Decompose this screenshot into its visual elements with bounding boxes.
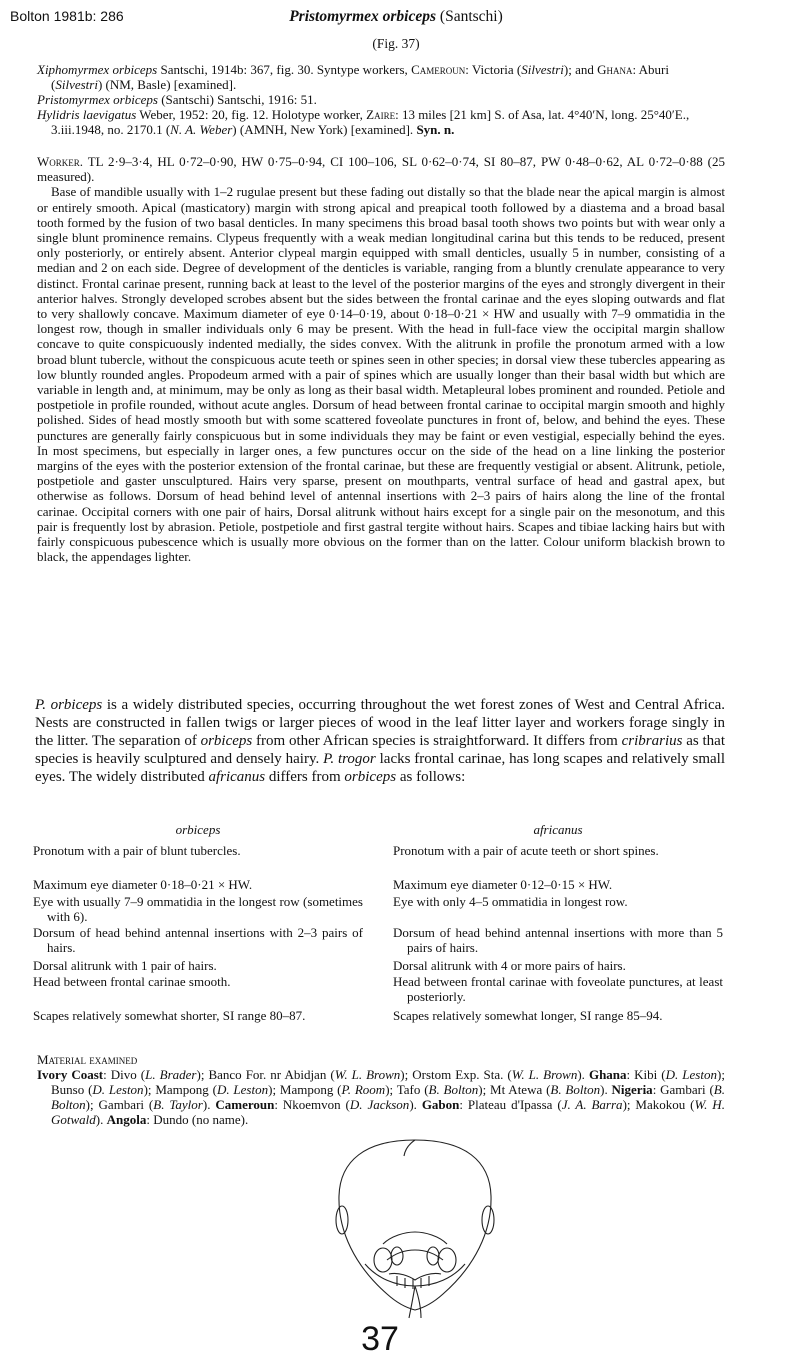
page-reference: Bolton 1981b: 286: [10, 8, 124, 24]
collector: B. Taylor: [153, 1097, 203, 1112]
locality: Gambari (: [660, 1082, 714, 1097]
material-heading: Material examined: [37, 1052, 138, 1067]
country-name: Angola: [106, 1112, 147, 1127]
species-heading: [0, 8, 792, 26]
discussion-paragraph: [35, 696, 725, 786]
figure-number: 37: [361, 1320, 399, 1358]
worker-measurements: [37, 154, 725, 184]
material-examined: [37, 1052, 725, 1127]
discussion-span: from other African species is straightforward. It differs from: [252, 733, 622, 749]
worker-description-text: Base of mandible usually with 1–2 rugulae present but these fading out distally so that the blade near the apical margin is almost or entirely smooth. Apical (masticatory) margin with strong apical and preapical tooth followed by a diastema and a broad basal tooth formed by the fusion of two basal denticles. In many specimens this broad basal tooth shows two points but with wear only a single blunt prominence remains. Clypeus frequently with a weak median longitudinal carina but this tends to be reduced, present only posteriorly, or entirely absent. Anterior clypeal margin equipped with small denticles, usually 5 in number, consisting of a median and 2 on each side. Degree of development of the denticles is variable, ranging from a bluntly crenulate appearance to very distinct. Frontal carinae present, running back at least to the level of the posterior margins of the eyes and strongly divergent in their anterior halves. Strongly developed scrobes absent but the sides between the frontal carinae and the eyes sloping outwards and flat to very shallowly concave. Maximum diameter of eye 0·14–0·19, about 0·18–0·21 × HW and usually with 7–9 ommatidia in the longest row, though in smaller individuals only 6 may be present. With the head in full-face view the occipital margin shallow concave to quite conspicuously indented medially, the sides convex. With the alitrunk in profile the pronotum armed with a low broad blunt tubercle, without the conspicuous acute teeth or spines seen in other species; in dorsal view these tubercles appearing as low bluntly rounded angles. Propodeum armed with a pair of spines which are usually longer than their basal width but which are variable in length and, at minimum, may be only as long as their basal width. Metapleural lobes prominent and rounded. Petiole and postpetiole in profile rounded, without acute angles. Dorsum of head between frontal carinae to occipital margin smooth and highly polished. Sides of head mostly smooth but with some scattered foveolate punctures in front of, below, and behind the eyes. These punctures are generally fairly conspicuous but in some individuals they may be faint or even vestigial, especially behind the eyes. In most specimens, but especially in larger ones, a few punctures occur on the side of the head on a line linking the posterior margins of the eyes with the posterior extension of the frontal carinae, but these are frequently vestigial or absent. Alitrunk, petiole, postpetiole and gaster unsculptured. Hairs very sparse, present on mouthparts, ventral surface of head and gastral apex, but otherwise as follows. Dorsum of head behind level of antennal insertions with 2–3 pairs of hairs along the line of the frontal carinae. Occipital corners with one pair of hairs, Dorsal alitrunk without hairs except for a single pair on the mesonotum, and this pair is frequently lost by abrasion. Petiole, postpetiole and first gastral tergite without hairs. Scapes and tibiae lacking hairs but with fairly conspicuous pubescence which is usually more obvious on the former than on the latter. Colour uniform blackish brown to black, the appendages lighter.: [37, 184, 725, 565]
comparison-column-orbiceps: [33, 822, 363, 1023]
collector: no name: [196, 1112, 241, 1127]
locality: Makokou (: [635, 1097, 695, 1112]
locality: Banco For. nr Abidjan (: [208, 1067, 335, 1082]
comparison-item: Head between frontal carinae with foveolate punctures, at least posteriorly.: [393, 974, 723, 1004]
locality: Mampong (: [279, 1082, 342, 1097]
synonymy-entry: [37, 62, 723, 92]
synonymy-entry: [37, 107, 723, 137]
synonymy-list: [37, 62, 723, 137]
comparison-item: Eye with usually 7–9 ommatidia in the longest row (sometimes with 6).: [33, 894, 363, 924]
species-author: (Santschi): [439, 8, 503, 25]
measurements-text: TL 2·9–3·4, HL 0·72–0·90, HW 0·75–0·94, CI 100–106, SL 0·62–0·74, SI 80–87, PW 0·48–0·62, AL 0·72–0·88 (25 measured).: [37, 154, 725, 185]
discussion-span: as that species is heavily sculptured and densely hairy.: [35, 733, 725, 767]
synonymy-text: ) (NM, Basle) [examined].: [97, 77, 237, 92]
collector: Silvestri: [55, 77, 98, 92]
collector: D. Leston: [665, 1067, 717, 1082]
synonymy-text: ) (AMNH, New York) [examined].: [232, 122, 417, 137]
taxon-name: orbiceps: [200, 733, 253, 749]
collector: B. Bolton: [428, 1082, 479, 1097]
comparison-heading: orbiceps: [175, 822, 221, 837]
collector: D. Leston: [92, 1082, 144, 1097]
head-illustration: [325, 1136, 505, 1331]
taxon-name: P. orbiceps: [35, 697, 103, 713]
discussion-span: as follows:: [396, 769, 466, 785]
collector: W. L. Brown: [511, 1067, 578, 1082]
collector: P. Room: [341, 1082, 386, 1097]
comparison-item: Dorsum of head behind antennal insertions with 2–3 pairs of hairs.: [33, 925, 363, 955]
collector: W. H. Gotwald: [51, 1097, 725, 1127]
comparison-heading: africanus: [533, 822, 583, 837]
country-name: Ghana: [588, 1067, 627, 1082]
comparison-item: Dorsal alitrunk with 1 pair of hairs.: [33, 958, 217, 973]
synonymy-text: : Victoria (: [465, 62, 522, 77]
locality: Dundo (: [153, 1112, 197, 1127]
country-name: Cameroun: [215, 1097, 275, 1112]
locality: Kibi (: [634, 1067, 666, 1082]
figure-reference: (Fig. 37): [372, 36, 420, 51]
comparison-item: Pronotum with a pair of acute teeth or short spines.: [393, 843, 659, 858]
comparison-item: Head between frontal carinae smooth.: [33, 974, 231, 989]
synonymy-text: : Aburi (: [51, 62, 669, 92]
synonymy-text: Weber, 1952: 20, fig. 12. Holotype worker,: [136, 107, 367, 122]
collector: N. A. Weber: [170, 122, 233, 137]
synonymy-text: (Santschi) Santschi, 1916: 51.: [157, 92, 317, 107]
taxon-name: Hylidris laevigatus: [37, 107, 137, 122]
comparison-item: Dorsum of head behind antennal insertions with more than 5 pairs of hairs.: [393, 925, 723, 955]
comparison-item: Scapes relatively somewhat shorter, SI range 80–87.: [33, 1008, 306, 1023]
locality: Zaire: [366, 107, 396, 122]
collector: J. A. Barra: [561, 1097, 623, 1112]
collector: B. Bolton: [550, 1082, 601, 1097]
locality: Mampong (: [155, 1082, 217, 1097]
collector: W. L. Brown: [334, 1067, 401, 1082]
collector: D. Leston: [216, 1082, 269, 1097]
worker-label: Worker.: [37, 154, 84, 169]
comparison-item: Eye with only 4–5 ommatidia in longest row.: [393, 894, 628, 909]
synonymy-text: Santschi, 1914b: 367, fig. 30. Syntype workers,: [157, 62, 412, 77]
collector: L. Brader: [145, 1067, 197, 1082]
locality: Nkoemvon (: [282, 1097, 350, 1112]
discussion-text: [35, 696, 725, 786]
taxon-name: cribrarius: [621, 733, 683, 749]
locality: Divo (: [110, 1067, 146, 1082]
comparison-item: Maximum eye diameter 0·12–0·15 × HW.: [393, 877, 613, 892]
worker-description: [37, 154, 725, 564]
locality: Ghana: [597, 62, 633, 77]
collector: Silvestri: [521, 62, 564, 77]
taxon-name: africanus: [208, 769, 266, 785]
comparison-item: Scapes relatively somewhat longer, SI range 85–94.: [393, 1008, 663, 1023]
locality: Orstom Exp. Sta. (: [412, 1067, 512, 1082]
comparison-item: Maximum eye diameter 0·18–0·21 × HW.: [33, 877, 253, 892]
locality: Plateau d'Ipassa (: [467, 1097, 562, 1112]
material-list: Ivory Coast: Divo (L. Brader); Banco For. nr Abidjan (W. L. Brown); Orstom Exp. Sta. (W. L. Brown). Ghana: Kibi (D. Leston); Bunso (D. Leston); Mampong (D. Leston); Mampong (P. Room); Tafo (B. Bolton); Mt Atewa (B. Bolton). Nigeria: Gambari (B. Bolton); Gambari (B. Taylor). Cameroun: Nkoemvon (D. Jackson). Gabon: Plateau d'Ipassa (J. A. Barra); Makokou (W. H. Gotwald). Angola: Dundo (no name).: [37, 1067, 725, 1127]
comparison-item: Pronotum with a pair of blunt tubercles.: [33, 843, 241, 858]
synonymy-entry: [37, 92, 723, 107]
synonymy-text: ); and: [563, 62, 598, 77]
taxonomic-status: Syn. n.: [416, 122, 455, 137]
country-name: Ivory Coast: [37, 1067, 104, 1082]
country-name: Nigeria: [611, 1082, 653, 1097]
discussion-span: differs from: [265, 769, 345, 785]
discussion-span: is a widely distributed species, occurring throughout the wet forest zones of West and Central Africa. Nests are constructed in fallen twigs or larger pieces of wood in the leaf litter layer and workers forage singly in the litter. The separation of: [35, 697, 726, 749]
comparison-item: Dorsal alitrunk with 4 or more pairs of hairs.: [393, 958, 626, 973]
species-name: Pristomyrmex orbiceps: [289, 8, 437, 25]
collector: D. Jackson: [349, 1097, 410, 1112]
discussion-span: lacks frontal carinae, has long scapes and relatively small eyes. The widely distributed: [35, 751, 726, 785]
locality: Cameroun: [411, 62, 466, 77]
taxon-name: Pristomyrmex orbiceps: [37, 92, 158, 107]
comparison-column-africanus: [393, 822, 723, 1023]
locality: Tafo (: [396, 1082, 429, 1097]
taxon-name: P. trogor: [323, 751, 376, 767]
collector: B. Bolton: [51, 1082, 725, 1112]
synonymy-text: : 13 miles [21 km] S. of Asa, lat. 4°40′N, long. 25°40′E., 3.iii.1948, no. 2170.1 (: [51, 107, 690, 137]
locality: Gambari (: [98, 1097, 154, 1112]
taxon-name: orbiceps: [344, 769, 397, 785]
locality: Bunso (: [51, 1082, 93, 1097]
country-name: Gabon: [421, 1097, 460, 1112]
locality: Mt Atewa (: [490, 1082, 551, 1097]
taxon-name: Xiphomyrmex orbiceps: [37, 62, 158, 77]
